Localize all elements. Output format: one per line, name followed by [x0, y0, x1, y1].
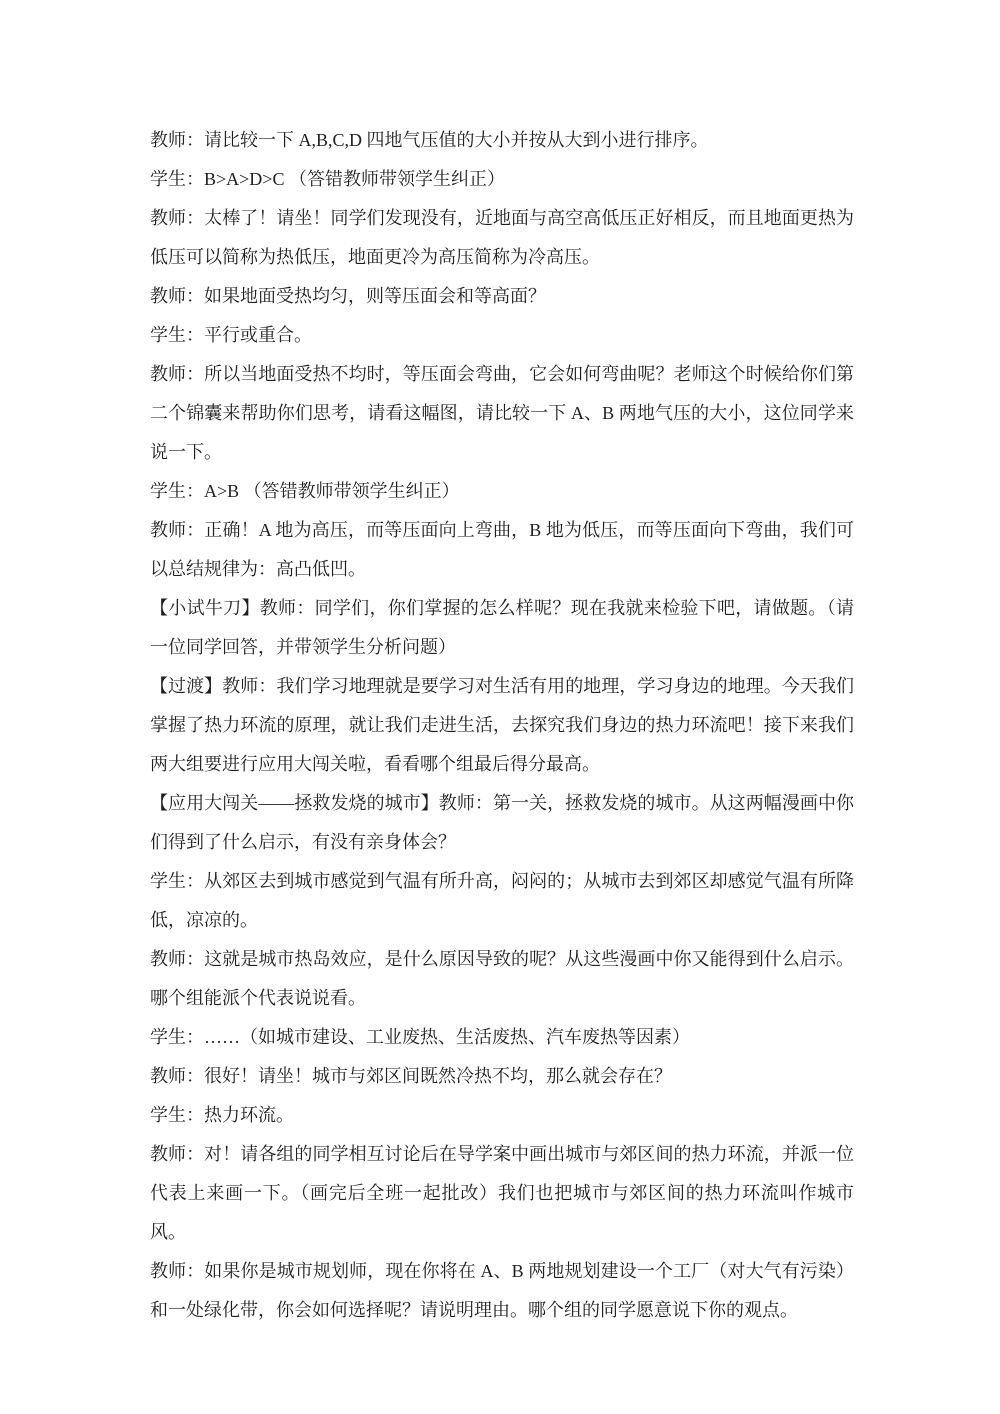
dialogue-paragraph-teacher-uneven-heating: 教师：很好！请坐！城市与郊区间既然冷热不均，那么就会存在？ — [150, 1066, 672, 1086]
dialogue-paragraph-student-thermal-circulation: 学生：热力环流。 — [150, 1105, 294, 1125]
dialogue-paragraph-teacher-uniform-heating-question: 教师：如果地面受热均匀，则等压面会和等高面？ — [150, 286, 546, 306]
dialogue-paragraph-student-urban-experience: 学生：从郊区去到城市感觉到气温有所升高，闷闷的；从城市去到郊区却感觉气温有所降低，凉凉的。 — [150, 871, 854, 930]
dialogue-paragraph-student-parallel-answer: 学生：平行或重合。 — [150, 325, 312, 345]
document-body — [150, 121, 854, 1330]
dialogue-paragraph-transition-section: 【过渡】教师：我们学习地理就是要学习对生活有用的地理，学习身边的地理。今天我们掌握了热力环流的原理，就让我们走进生活，去探究我们身边的热力环流吧！接下来我们两大组要进行应用大闯关啦，看看哪个组最后得分最高。 — [150, 676, 854, 774]
dialogue-paragraph-teacher-high-convex-low-concave: 教师：正确！A 地为高压，而等压面向上弯曲，B 地为低压，而等压面向下弯曲，我们可以总结规律为：高凸低凹。 — [150, 520, 854, 579]
dialogue-paragraph-student-ordering-answer: 学生：B>A>D>C （答错教师带领学生纠正） — [150, 169, 505, 189]
dialogue-paragraph-challenge-section-city-fever: 【应用大闯关——拯救发烧的城市】教师：第一关，拯救发烧的城市。从这两幅漫画中你们得到了什么启示，有没有亲身体会？ — [150, 793, 854, 852]
dialogue-paragraph-teacher-city-wind: 教师：对！请各组的同学相互讨论后在导学案中画出城市与郊区间的热力环流，并派一位代表上来画一下。（画完后全班一起批改）我们也把城市与郊区间的热力环流叫作城市风。 — [150, 1144, 854, 1242]
dialogue-paragraph-practice-section: 【小试牛刀】教师：同学们，你们掌握的怎么样呢？现在我就来检验下吧，请做题。（请一位同学回答，并带领学生分析问题） — [150, 598, 854, 657]
dialogue-paragraph-teacher-compare-pressure: 教师：请比较一下 A,B,C,D 四地气压值的大小并按从大到小进行排序。 — [150, 130, 709, 150]
dialogue-paragraph-student-ab-answer: 学生：A>B （答错教师带领学生纠正） — [150, 481, 460, 501]
dialogue-paragraph-student-heat-causes: 学生：……（如城市建设、工业废热、生活废热、汽车废热等因素） — [150, 1027, 690, 1047]
dialogue-paragraph-teacher-heat-island: 教师：这就是城市热岛效应，是什么原因导致的呢？从这些漫画中你又能得到什么启示。哪个组能派个代表说说看。 — [150, 949, 854, 1008]
dialogue-paragraph-teacher-city-planner: 教师：如果你是城市规划师，现在你将在 A、B 两地规划建设一个工厂（对大气有污染）和一处绿化带，你会如何选择呢？请说明理由。哪个组的同学愿意说下你的观点。 — [150, 1261, 854, 1320]
dialogue-paragraph-teacher-hot-low-cold-high: 教师：太棒了！请坐！同学们发现没有，近地面与高空高低压正好相反，而且地面更热为低压可以简称为热低压，地面更冷为高压简称为冷高压。 — [150, 208, 854, 267]
dialogue-paragraph-teacher-isobaric-bending: 教师：所以当地面受热不均时，等压面会弯曲，它会如何弯曲呢？老师这个时候给你们第二个锦囊来帮助你们思考，请看这幅图，请比较一下 A、B 两地气压的大小，这位同学来说一下。 — [150, 364, 854, 462]
